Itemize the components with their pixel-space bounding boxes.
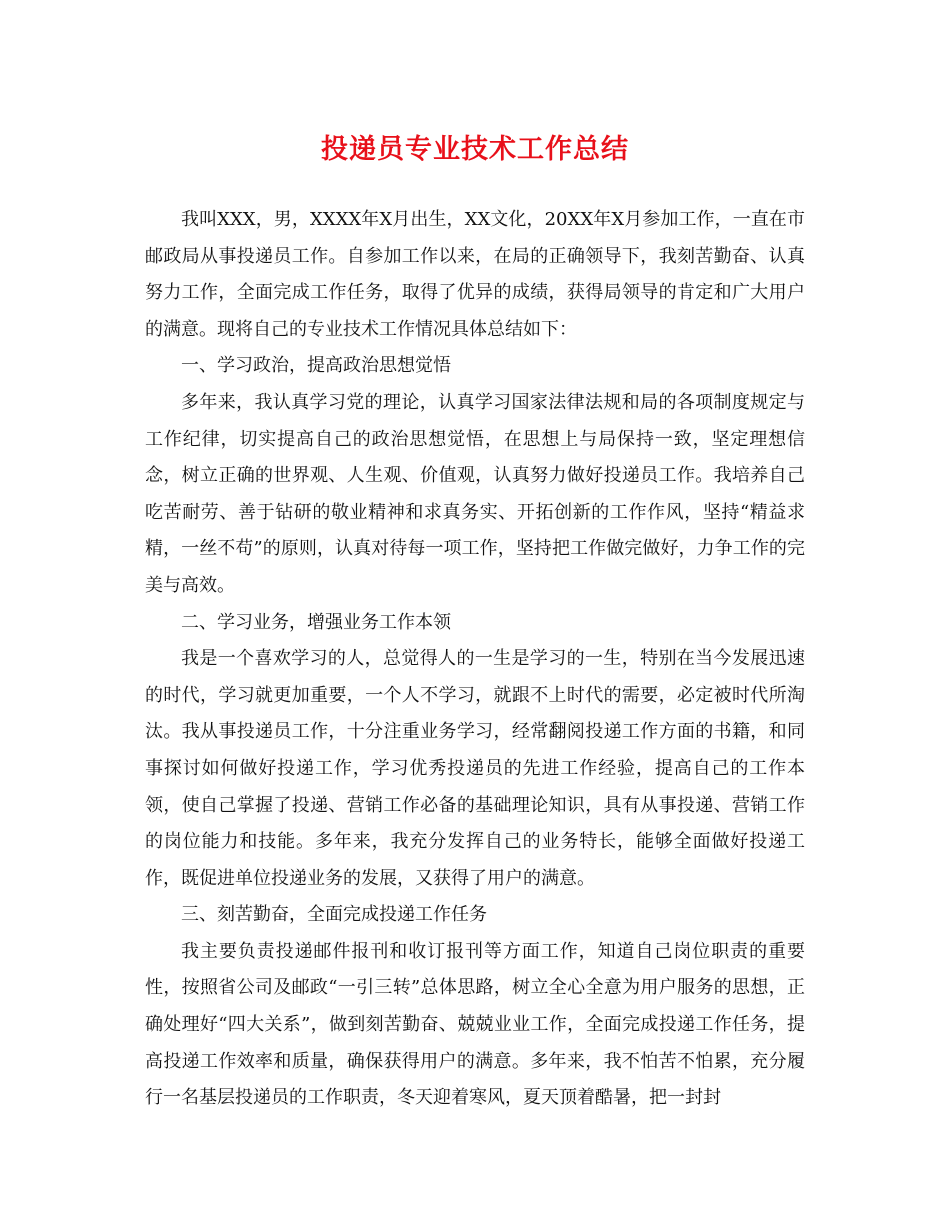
paragraph-section-1: 多年来，我认真学习党的理论，认真学习国家法律法规和局的各项制度规定与工作纪律，切实提高自己的政治思想觉悟，在思想上与局保持一致，坚定理想信念，树立正确的世界观、人生观、价值观，认真努力做好投递员工作。我培养自己吃苦耐劳、善于钻研的敬业精神和求真务实、开拓创新的工作作风，坚持“精益求精，一丝不苟”的原则，认真对待每一项工作，坚持把工作做完做好，力争工作的完美与高效。 [145,391,805,596]
paragraph-section-3: 我主要负责投递邮件报刊和收订报刊等方面工作，知道自己岗位职责的重要性，按照省公司及邮政“一引三转”总体思路，树立全心全意为用户服务的思想，正确处理好“四大关系”，做到刻苦勤奋、兢兢业业工作，全面完成投递工作任务，提高投递工作效率和质量，确保获得用户的满意。多年来，我不怕苦不怕累，充分履行一名基层投递员的工作职责，冬天迎着寒风，夏天顶着酷暑，把一封封 [145,940,805,1109]
section-heading-1: 一、学习政治，提高政治思想觉悟 [181,355,451,377]
paragraph-section-2: 我是一个喜欢学习的人，总觉得人的一生是学习的一生，特别在当今发展迅速的时代，学习就更加重要，一个人不学习，就跟不上时代的需要，必定被时代所淘汰。我从事投递员工作，十分注重业务学习，经常翻阅投递工作方面的书籍，和同事探讨如何做好投递工作，学习优秀投递员的先进工作经验，提高自己的工作本领，使自己掌握了投递、营销工作必备的基础理论知识，具有从事投递、营销工作的岗位能力和技能。多年来，我充分发挥自己的业务特长，能够全面做好投递工作，既促进单位投递业务的发展，又获得了用户的满意。 [145,648,805,889]
paragraph-intro: 我叫XXX，男，XXXX年X月出生，XX文化，20XX年X月参加工作，一直在市邮政局从事投递员工作。自参加工作以来，在局的正确领导下，我刻苦勤奋、认真努力工作，全面完成工作任务，取得了优异的成绩，获得局领导的肯定和广大用户的满意。现将自己的专业技术工作情况具体总结如下： [145,209,805,340]
section-heading-3: 三、刻苦勤奋，全面完成投递工作任务 [181,904,487,926]
document-body [145,202,805,1117]
document-title: 投递员专业技术工作总结 [321,134,629,165]
section-heading-2: 二、学习业务，增强业务工作本领 [181,611,451,633]
